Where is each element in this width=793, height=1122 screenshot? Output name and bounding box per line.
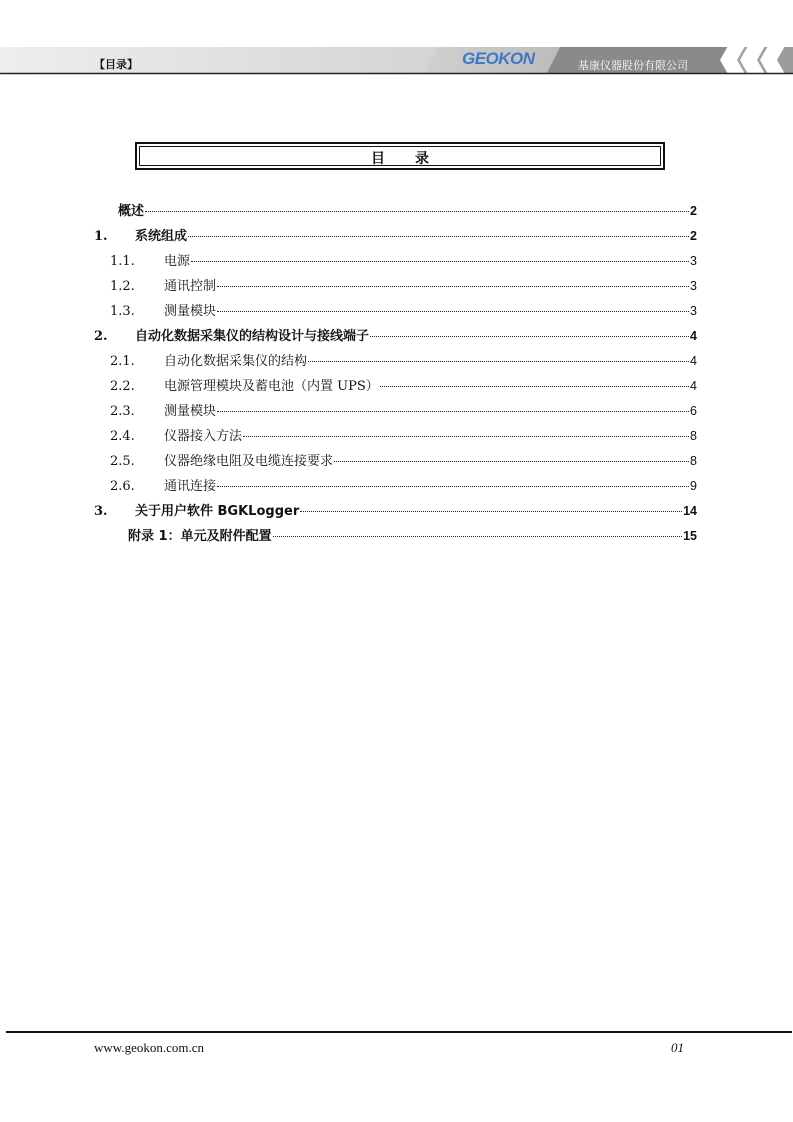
toc-entry-2-4[interactable] <box>110 425 697 445</box>
toc-entry-page: 15 <box>683 529 697 543</box>
toc-entry-1[interactable] <box>94 225 697 245</box>
toc-entry-label: 自动化数据采集仪的结构设计与接线端子 <box>135 329 370 344</box>
toc-entry-2-6[interactable] <box>110 475 697 495</box>
toc-entry-number: 1.3. <box>110 304 135 319</box>
footer-page-number: 01 <box>671 1040 684 1055</box>
toc-leader-dots <box>217 486 689 487</box>
toc-leader-dots <box>273 536 683 537</box>
toc-entry-number: 1.1. <box>110 254 135 269</box>
toc-entry-page: 2 <box>690 229 697 243</box>
toc-entry-2-2[interactable] <box>110 375 697 395</box>
toc-entry-1-3[interactable] <box>110 300 697 320</box>
toc-entry-label: 概述 <box>118 204 145 219</box>
toc-entry-page: 3 <box>690 304 697 318</box>
toc-entry-page: 8 <box>690 454 697 468</box>
toc-entry-1-2[interactable] <box>110 275 697 295</box>
toc-entry-label: 测量模块 <box>164 304 217 319</box>
toc-entry-label: 通讯控制 <box>164 279 217 294</box>
toc-leader-dots <box>308 361 689 362</box>
toc-entry-page: 2 <box>690 204 697 218</box>
toc-entry-label: 仪器绝缘电阻及电缆连接要求 <box>164 454 334 469</box>
toc-entry-label: 自动化数据采集仪的结构 <box>164 354 308 369</box>
toc-leader-dots <box>145 211 689 212</box>
toc-entry-number: 2.3. <box>110 404 135 419</box>
toc-leader-dots <box>217 286 689 287</box>
toc-leader-dots <box>217 411 689 412</box>
toc-entry-label: 仪器接入方法 <box>164 429 243 444</box>
toc-entry-label: 附录 1：单元及附件配置 <box>128 529 272 544</box>
toc-entry-page: 8 <box>690 429 697 443</box>
toc-entry-number: 3. <box>94 504 108 519</box>
toc-leader-dots <box>191 261 689 262</box>
toc-entry-page: 4 <box>690 354 697 368</box>
toc-entry-number: 1.2. <box>110 279 135 294</box>
toc-leader-dots <box>217 311 689 312</box>
toc-title-box <box>135 142 665 170</box>
toc-entry-page: 9 <box>690 479 697 493</box>
header-company-name: 基康仪器股份有限公司 <box>578 59 688 72</box>
footer-divider <box>6 1031 792 1033</box>
toc-leader-dots <box>243 436 689 437</box>
toc-entry-page: 6 <box>690 404 697 418</box>
toc-entry-appendix-1[interactable] <box>128 525 697 545</box>
toc-entry-label: 关于用户软件 BGKLogger <box>135 504 300 519</box>
toc-entry-2-3[interactable] <box>110 400 697 420</box>
header-section-label: 【目录】 <box>94 58 138 71</box>
toc-entry-2-5[interactable] <box>110 450 697 470</box>
toc-leader-dots <box>334 461 689 462</box>
toc-leader-dots <box>300 511 682 512</box>
footer-website-url: www.geokon.com.cn <box>94 1040 204 1055</box>
toc-entry-1-1[interactable] <box>110 250 697 270</box>
geokon-logo: GEOKON <box>462 49 535 68</box>
toc-entry-number: 2.5. <box>110 454 135 469</box>
toc-entry-label: 电源管理模块及蓄电池（内置 UPS） <box>164 379 379 394</box>
toc-entry-label: 通讯连接 <box>164 479 217 494</box>
toc-leader-dots <box>380 386 689 387</box>
toc-entry-number: 2.6. <box>110 479 135 494</box>
toc-entry-2[interactable] <box>94 325 697 345</box>
toc-entry-number: 1. <box>94 229 108 244</box>
toc-leader-dots <box>188 236 689 237</box>
toc-entry-page: 4 <box>690 379 697 393</box>
toc-entry-label: 测量模块 <box>164 404 217 419</box>
toc-entry-number: 2.4. <box>110 429 135 444</box>
toc-entry-label: 系统组成 <box>135 229 188 244</box>
toc-entry-page: 3 <box>690 279 697 293</box>
toc-leader-dots <box>370 336 689 337</box>
toc-entry-number: 2. <box>94 329 108 344</box>
toc-title: 目录 <box>371 151 459 167</box>
toc-entry-number: 2.2. <box>110 379 135 394</box>
toc-entry-page: 4 <box>690 329 697 343</box>
toc-entry-page: 14 <box>683 504 697 518</box>
toc-entry-page: 3 <box>690 254 697 268</box>
toc-entry-2-1[interactable] <box>110 350 697 370</box>
toc-entry-number: 2.1. <box>110 354 135 369</box>
toc-entry-overview[interactable] <box>118 200 697 220</box>
toc-entry-label: 电源 <box>164 254 191 269</box>
page-header <box>0 0 793 75</box>
toc-entry-3[interactable] <box>94 500 697 520</box>
